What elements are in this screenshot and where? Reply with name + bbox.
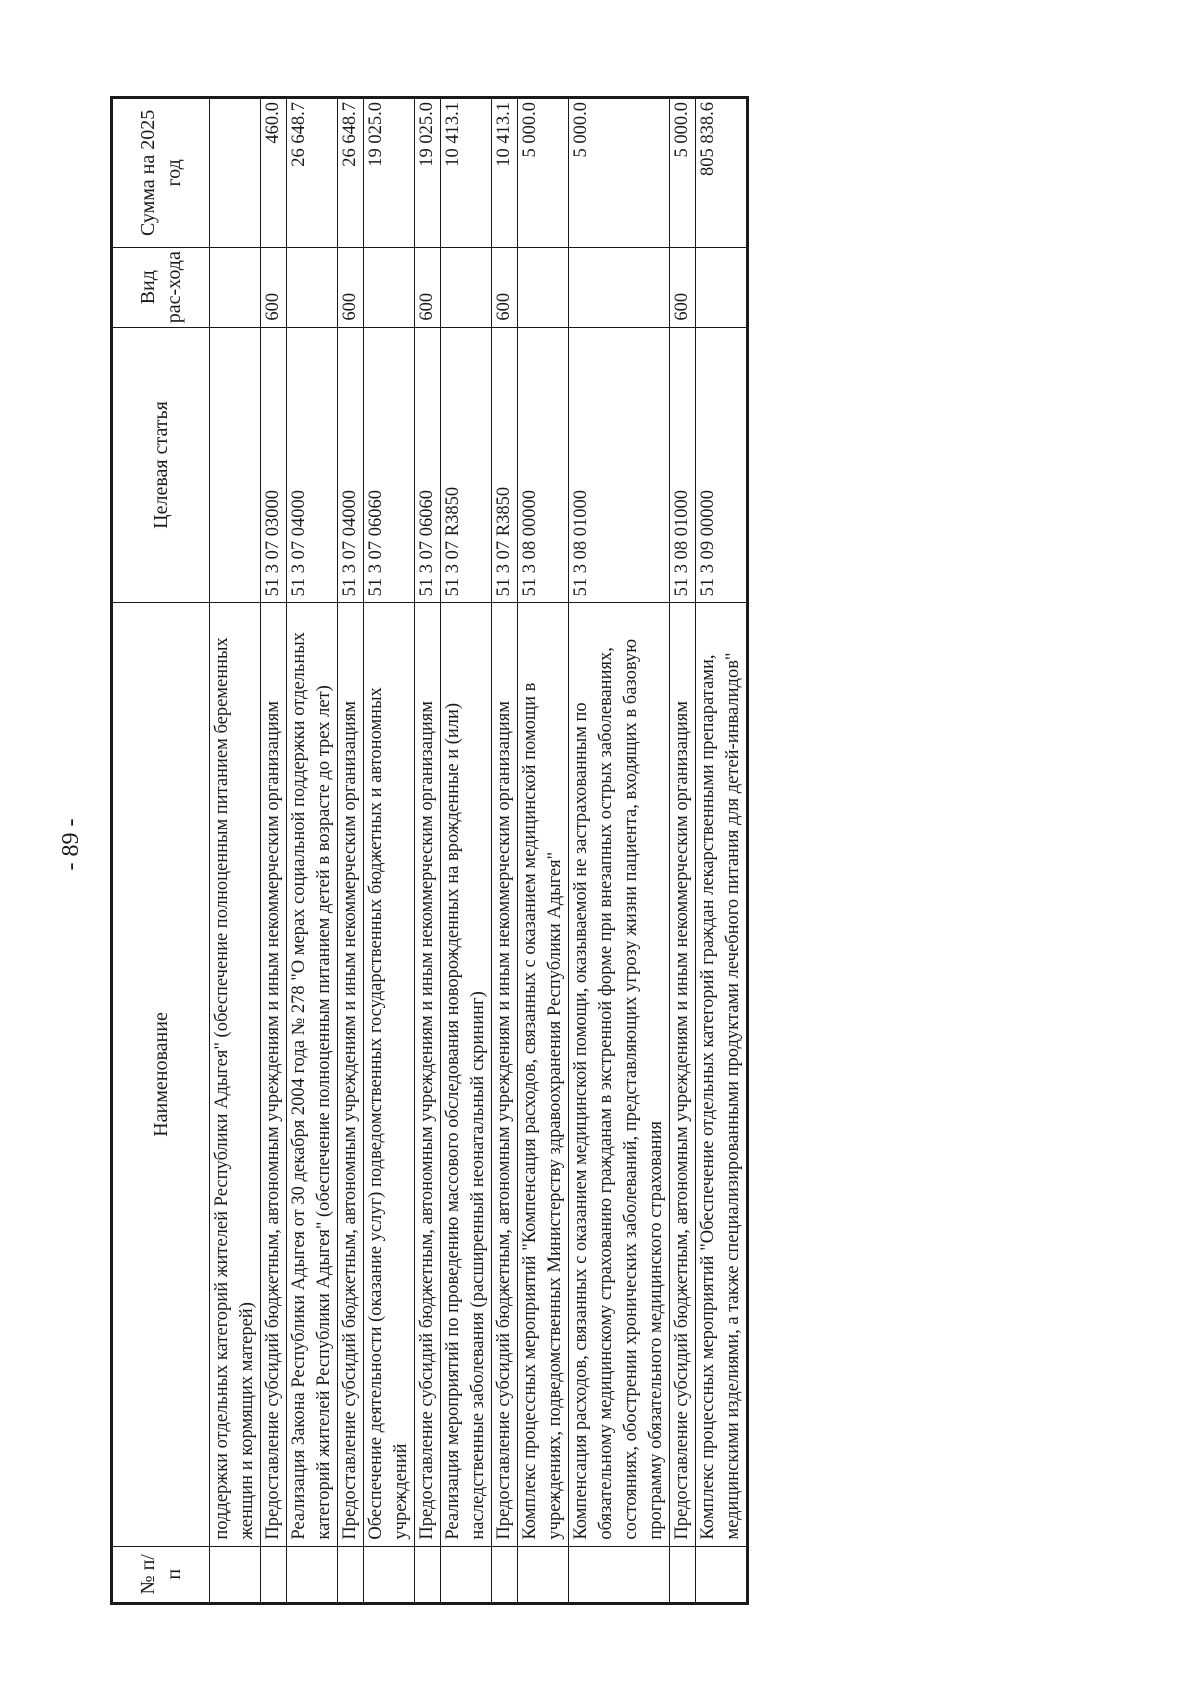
- cell-sum: 460.0: [261, 98, 287, 248]
- cell-name: Компенсация расходов, связанных с оказанием медицинской помощи, оказываемой не застрахованным по обязательному медицинскому страхованию гражданам в экстренной форме при внезапных острых заболеваниях, состояниях, обострении хронических заболеваний, представляющих угрозу жизни пациента, входящих в базовую программу обязательного медицинского страхования: [569, 603, 670, 1546]
- cell-name: Реализация мероприятий по проведению массового обследования новорожденных на врожденные и (или) наследственные заболевания (расширенный неонатальный скрининг): [441, 603, 492, 1546]
- cell-type: 600: [415, 247, 441, 327]
- cell-code: 51 3 09 00000: [696, 327, 748, 603]
- cell-name: Реализация Закона Республики Адыгея от 30 декабря 2004 года № 278 "О мерах социальной поддержки отдельных категорий жителей Республики Адыгея" (обеспечение полноценным питанием детей в возрасте до трех лет): [287, 603, 338, 1546]
- cell-sum: 10 413.1: [492, 98, 518, 248]
- cell-type: [569, 247, 670, 327]
- cell-type: [287, 247, 338, 327]
- table-row: [415, 98, 441, 1604]
- cell-code: 51 3 07 R3850: [492, 327, 518, 603]
- cell-code: 51 3 08 01000: [670, 327, 696, 603]
- cell-code: 51 3 07 04000: [287, 327, 338, 603]
- cell-type: [441, 247, 492, 327]
- header-num: № п/п: [112, 1546, 210, 1603]
- cell-name: Обеспечение деятельности (оказание услуг) подведомственных государственных бюджетных и автономных учреждений: [364, 603, 415, 1546]
- cell-code: [210, 327, 261, 603]
- cell-code: 51 3 07 04000: [338, 327, 364, 603]
- table-header-row: [112, 98, 210, 1604]
- table-row: [518, 98, 569, 1604]
- cell-code: 51 3 07 03000: [261, 327, 287, 603]
- cell-name: Комплекс процессных мероприятий "Компенсация расходов, связанных с оказанием медицинской помощи в учреждениях, подведомственных Министерству здравоохранения Республики Адыгея": [518, 603, 569, 1546]
- cell-code: 51 3 07 06060: [415, 327, 441, 603]
- table-row: [492, 98, 518, 1604]
- cell-num: [338, 1546, 364, 1603]
- cell-type: 600: [338, 247, 364, 327]
- cell-sum: 19 025.0: [364, 98, 415, 248]
- header-sum: Сумма на 2025 год: [112, 98, 210, 248]
- cell-name: поддержки отдельных категорий жителей Республики Адыгея" (обеспечение полноценным питанием беременных женщин и кормящих матерей): [210, 603, 261, 1546]
- cell-type: [696, 247, 748, 327]
- table-row: [364, 98, 415, 1604]
- header-name: Наименование: [112, 603, 210, 1546]
- cell-code: 51 3 08 00000: [518, 327, 569, 603]
- cell-type: 600: [492, 247, 518, 327]
- cell-num: [287, 1546, 338, 1603]
- table-row: [261, 98, 287, 1604]
- cell-num: [210, 1546, 261, 1603]
- budget-table: [110, 96, 749, 1605]
- table-row: [338, 98, 364, 1604]
- cell-sum: 26 648.7: [287, 98, 338, 248]
- header-type: Вид рас-хода: [112, 247, 210, 327]
- cell-num: [441, 1546, 492, 1603]
- cell-type: 600: [670, 247, 696, 327]
- cell-type: 600: [261, 247, 287, 327]
- cell-num: [518, 1546, 569, 1603]
- table-row: [696, 98, 748, 1604]
- cell-sum: 19 025.0: [415, 98, 441, 248]
- cell-name: Предоставление субсидий бюджетным, автономным учреждениям и иным некоммерческим организациям: [415, 603, 441, 1546]
- cell-sum: 805 838.6: [696, 98, 748, 248]
- cell-num: [569, 1546, 670, 1603]
- header-code: Целевая статья: [112, 327, 210, 603]
- table-row: [287, 98, 338, 1604]
- cell-num: [492, 1546, 518, 1603]
- cell-type: [364, 247, 415, 327]
- page-number: - 89 -: [58, 818, 84, 871]
- cell-num: [670, 1546, 696, 1603]
- cell-sum: [210, 98, 261, 248]
- cell-sum: 10 413.1: [441, 98, 492, 248]
- cell-sum: 5 000.0: [670, 98, 696, 248]
- cell-sum: 5 000.0: [518, 98, 569, 248]
- cell-type: [518, 247, 569, 327]
- cell-num: [364, 1546, 415, 1603]
- cell-type: [210, 247, 261, 327]
- cell-code: 51 3 07 R3850: [441, 327, 492, 603]
- table-row: [670, 98, 696, 1604]
- cell-code: 51 3 07 06060: [364, 327, 415, 603]
- cell-num: [415, 1546, 441, 1603]
- table-row: [441, 98, 492, 1604]
- cell-name: Предоставление субсидий бюджетным, автономным учреждениям и иным некоммерческим организациям: [338, 603, 364, 1546]
- cell-name: Предоставление субсидий бюджетным, автономным учреждениям и иным некоммерческим организациям: [261, 603, 287, 1546]
- cell-name: Комплекс процессных мероприятий "Обеспечение отдельных категорий граждан лекарственными препаратами, медицинскими изделиями, а также специализированными продуктами лечебного питания для детей-инвалидов": [696, 603, 748, 1546]
- cell-name: Предоставление субсидий бюджетным, автономным учреждениям и иным некоммерческим организациям: [492, 603, 518, 1546]
- cell-sum: 26 648.7: [338, 98, 364, 248]
- table-row: [569, 98, 670, 1604]
- cell-sum: 5 000.0: [569, 98, 670, 248]
- cell-code: 51 3 08 01000: [569, 327, 670, 603]
- table-row: [210, 98, 261, 1604]
- cell-num: [261, 1546, 287, 1603]
- cell-num: [696, 1546, 748, 1603]
- cell-name: Предоставление субсидий бюджетным, автономным учреждениям и иным некоммерческим организациям: [670, 603, 696, 1546]
